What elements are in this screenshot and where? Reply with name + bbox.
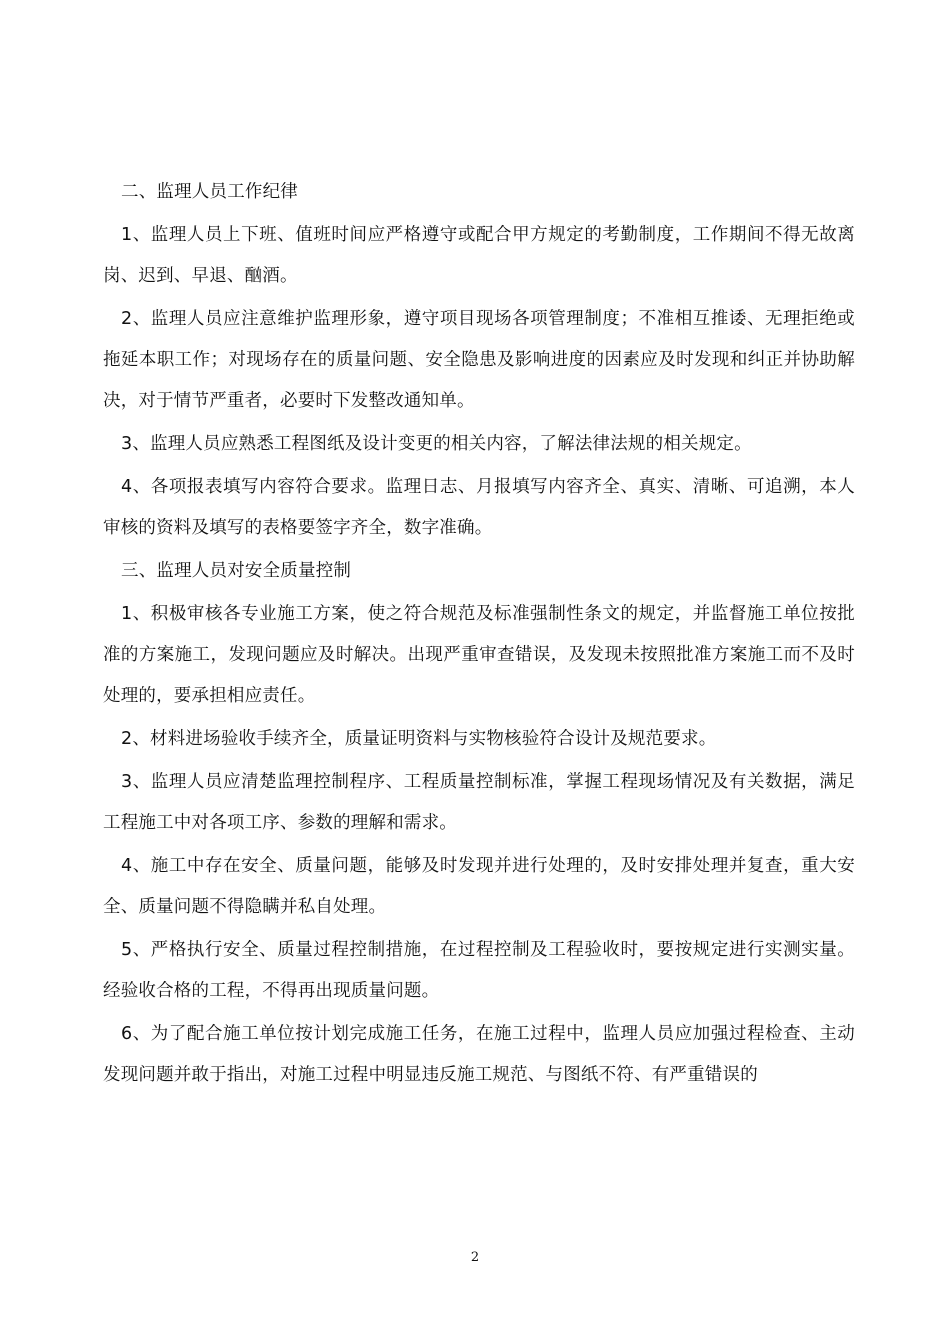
paragraph: 3、监理人员应清楚监理控制程序、工程质量控制标准，掌握工程现场情况及有关数据，满足工程施工中对各项工序、参数的理解和需求。 xyxy=(103,772,855,833)
document-body xyxy=(103,172,855,1098)
paragraph: 3、监理人员应熟悉工程图纸及设计变更的相关内容，了解法律法规的相关规定。 xyxy=(121,434,752,454)
paragraph: 1、积极审核各专业施工方案，使之符合规范及标准强制性条文的规定，并监督施工单位按批准的方案施工，发现问题应及时解决。出现严重审查错误，及发现未按照批准方案施工而不及时处理的，要承担相应责任。 xyxy=(103,604,855,706)
section-safety-quality-control xyxy=(103,551,855,1096)
paragraph: 5、严格执行安全、质量过程控制措施，在过程控制及工程验收时，要按规定进行实测实量。经验收合格的工程，不得再出现质量问题。 xyxy=(103,940,855,1001)
paragraph: 4、施工中存在安全、质量问题，能够及时发现并进行处理的，及时安排处理并复查，重大安全、质量问题不得隐瞒并私自处理。 xyxy=(103,856,855,917)
paragraph: 2、监理人员应注意维护监理形象，遵守项目现场各项管理制度；不准相互推诿、无理拒绝或拖延本职工作；对现场存在的质量问题、安全隐患及影响进度的因素应及时发现和纠正并协助解决，对于情节严重者，必要时下发整改通知单。 xyxy=(103,309,855,411)
section-work-discipline xyxy=(103,172,855,549)
paragraph: 2、材料进场验收手续齐全，质量证明资料与实物核验符合设计及规范要求。 xyxy=(121,729,717,749)
section-heading: 三、监理人员对安全质量控制 xyxy=(121,561,352,581)
paragraph: 4、各项报表填写内容符合要求。监理日志、月报填写内容齐全、真实、清晰、可追溯，本人审核的资料及填写的表格要签字齐全，数字准确。 xyxy=(103,477,855,538)
paragraph: 1、监理人员上下班、值班时间应严格遵守或配合甲方规定的考勤制度，工作期间不得无故离岗、迟到、早退、酗酒。 xyxy=(103,225,855,286)
section-heading: 二、监理人员工作纪律 xyxy=(121,182,298,202)
page-number: 2 xyxy=(470,1250,480,1265)
paragraph: 6、为了配合施工单位按计划完成施工任务，在施工过程中，监理人员应加强过程检查、主动发现问题并敢于指出，对施工过程中明显违反施工规范、与图纸不符、有严重错误的 xyxy=(103,1024,855,1085)
